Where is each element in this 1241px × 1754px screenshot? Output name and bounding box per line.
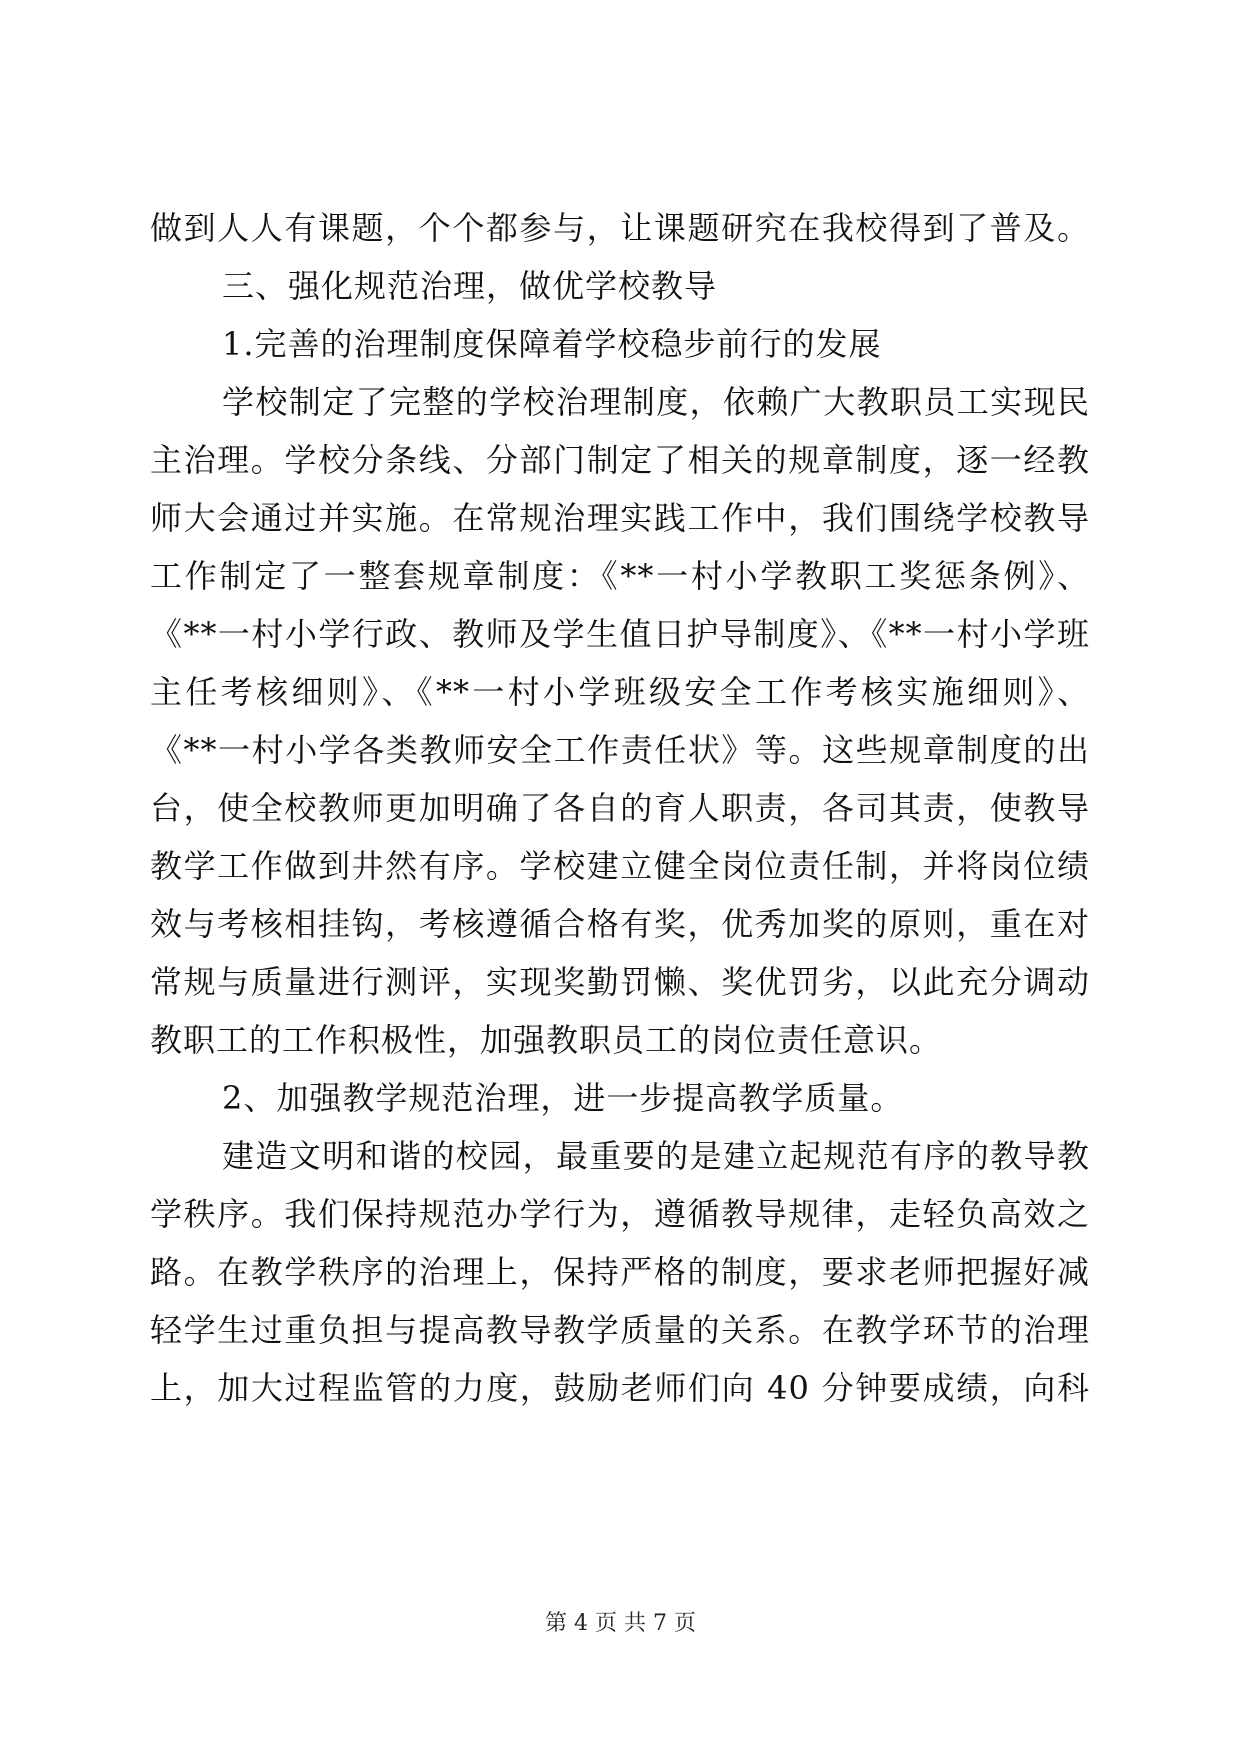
body-text-line: 上，加大过程监管的力度，鼓励老师们向 40 分钟要成绩，向科 [150,1369,1090,1407]
body-text-line: 教职工的工作积极性，加强教职员工的岗位责任意识。 [150,1021,943,1059]
body-text-line: 主任考核细则》、《**一村小学班级安全工作考核实施细则》、 [150,673,1090,711]
body-text-line: 学秩序。我们保持规范办学行为，遵循教导规律，走轻负高效之 [150,1195,1090,1233]
body-text-line: 效与考核相挂钩，考核遵循合格有奖，优秀加奖的原则，重在对 [150,905,1090,943]
paragraph-first-line: 学校制定了完整的学校治理制度，依赖广大教职员工实现民 [222,383,1090,421]
body-text-line: 教学工作做到井然有序。学校建立健全岗位责任制，并将岗位绩 [150,847,1090,885]
section-heading: 三、强化规范治理，做优学校教导 [222,267,718,305]
subsection-heading: 2、加强教学规范治理，进一步提高教学质量。 [222,1079,904,1117]
subsection-heading: 1.完善的治理制度保障着学校稳步前行的发展 [222,325,882,363]
body-text-line: 师大会通过并实施。在常规治理实践工作中，我们围绕学校教导 [150,499,1090,537]
body-text-line: 主治理。学校分条线、分部门制定了相关的规章制度，逐一经教 [150,441,1090,479]
body-text-line: 工作制定了一整套规章制度：《**一村小学教职工奖惩条例》、 [150,557,1090,595]
body-text-line: 路。在教学秩序的治理上，保持严格的制度，要求老师把握好减 [150,1253,1090,1291]
body-text-line: 《**一村小学各类教师安全工作责任状》等。这些规章制度的出 [150,731,1090,769]
paragraph-first-line: 建造文明和谐的校园，最重要的是建立起规范有序的教导教 [222,1137,1090,1175]
page-number-footer: 第 4 页 共 7 页 [545,1611,696,1636]
body-text-line: 做到人人有课题，个个都参与，让课题研究在我校得到了普及。 [150,209,1090,247]
body-text-line: 常规与质量进行测评，实现奖勤罚懒、奖优罚劣，以此充分调动 [150,963,1090,1001]
body-text-line: 台，使全校教师更加明确了各自的育人职责，各司其责，使教导 [150,789,1090,827]
body-text-line: 《**一村小学行政、教师及学生值日护导制度》、《**一村小学班 [150,615,1090,653]
body-text-line: 轻学生过重负担与提高教导教学质量的关系。在教学环节的治理 [150,1311,1090,1349]
